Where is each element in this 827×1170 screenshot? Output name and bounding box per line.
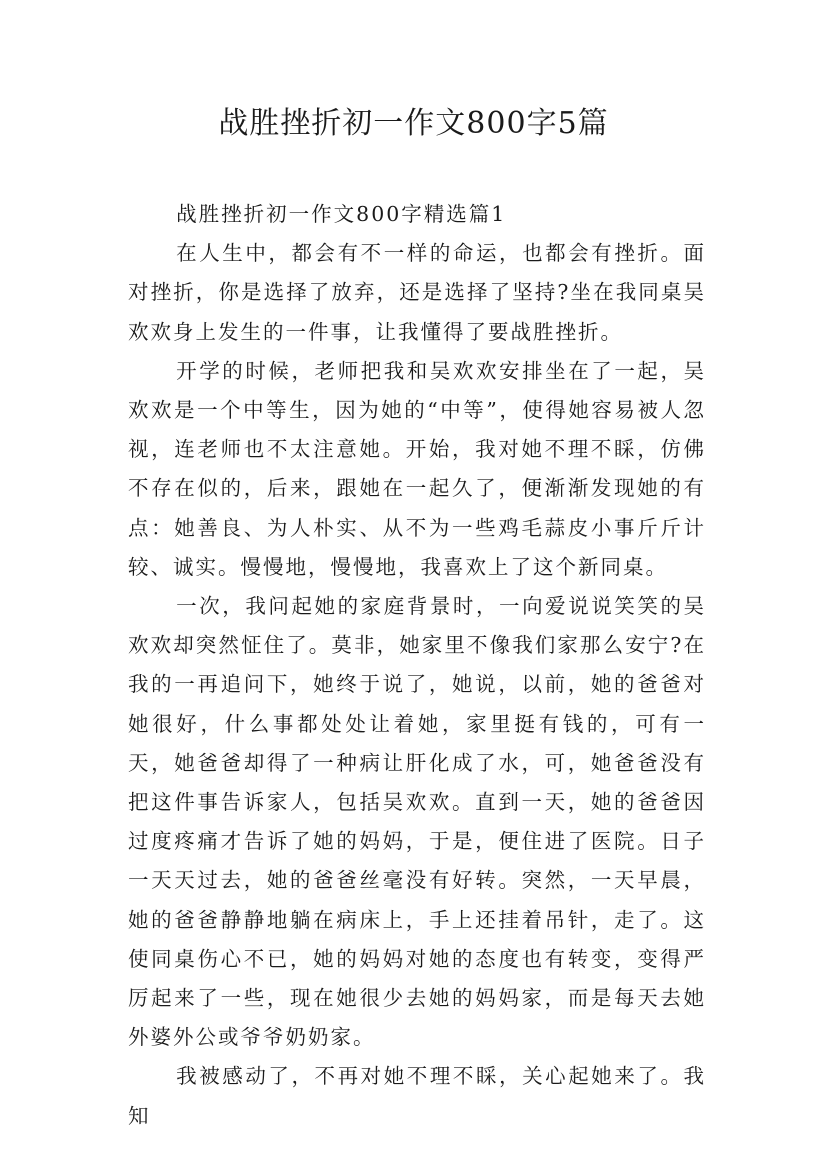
paragraph: 我被感动了，不再对她不理不睬，关心起她来了。我知: [128, 1064, 706, 1128]
paragraph: 开学的时候，老师把我和吴欢欢安排坐在了一起，吴欢欢是一个中等生，因为她的“中等”，使得她容易被人忽视，连老师也不太注意她。开始，我对她不理不睬，仿佛不存在似的，后来，跟她在一起久了，便渐渐发现她的有点：她善良、为人朴实、从不为一些鸡毛蒜皮小事斤斤计较、诚实。慢慢地，慢慢地，我喜欢上了这个新同桌。: [128, 358, 706, 579]
section-heading: 战胜挫折初一作文800字精选篇1: [176, 202, 507, 226]
document-title: 战胜挫折初一作文800字5篇: [218, 106, 609, 141]
document-body: [128, 195, 706, 1136]
paragraph: 一次，我问起她的家庭背景时，一向爱说说笑笑的吴欢欢却突然怔住了。莫非，她家里不像我们家那么安宁?在我的一再追问下，她终于说了，她说，以前，她的爸爸对她很好，什么事都处处让着她，家里挺有钱的，可有一天，她爸爸却得了一种病让肝化成了水，可，她爸爸没有把这件事告诉家人，包括吴欢欢。直到一天，她的爸爸因过度疼痛才告诉了她的妈妈，于是，便住进了医院。日子一天天过去，她的爸爸丝毫没有好转。突然，一天早晨，她的爸爸静静地躺在病床上，手上还挂着吊针，走了。这使同桌伤心不已，她的妈妈对她的态度也有转变，变得严厉起来了一些，现在她很少去她的妈妈家，而是每天去她外婆外公或爷爷奶奶家。: [128, 594, 706, 1050]
paragraph: 在人生中，都会有不一样的命运，也都会有挫折。面对挫折，你是选择了放弃，还是选择了坚持?坐在我同桌吴欢欢身上发生的一件事，让我懂得了要战胜挫折。: [128, 241, 706, 344]
